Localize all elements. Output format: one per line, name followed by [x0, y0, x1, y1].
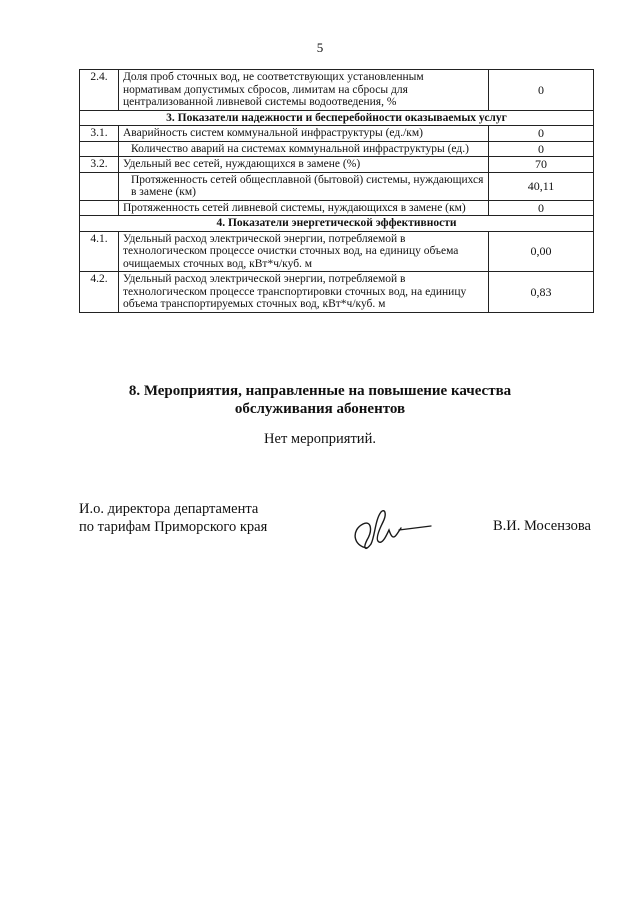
indicator-value: 40,11	[489, 172, 594, 200]
indicator-value: 0	[489, 141, 594, 157]
indicator-name: Удельный расход электрической энергии, потребляемой в технологическом процессе транспортировки сточных вод, на единицу объема транспортируемых сточных вод, кВт*ч/куб. м	[119, 272, 489, 313]
table-section-header	[80, 110, 594, 126]
indicator-name: Аварийность систем коммунальной инфраструктуры (ед./км)	[119, 126, 489, 142]
handwritten-signature	[345, 500, 435, 560]
indicator-value: 0,83	[489, 272, 594, 313]
page-number: 5	[316, 40, 324, 55]
row-number	[80, 141, 119, 157]
indicator-name: Протяженность сетей общесплавной (бытовой) системы, нуждающихся в замене (км)	[119, 172, 489, 200]
row-number: 3.2.	[80, 157, 119, 173]
indicator-name: Количество аварий на системах коммунальной инфраструктуры (ед.)	[119, 141, 489, 157]
indicators-table-body	[80, 70, 594, 313]
table-row	[80, 157, 594, 173]
section-title: 3. Показатели надежности и бесперебойности оказываемых услуг	[80, 110, 594, 126]
signer-title-line2: по тарифам Приморского края	[79, 519, 268, 535]
indicator-value: 0	[489, 70, 594, 111]
indicator-name: Протяженность сетей ливневой системы, нуждающихся в замене (км)	[119, 200, 489, 216]
indicator-value: 0	[489, 200, 594, 216]
indicator-value: 0	[489, 126, 594, 142]
table-row	[80, 231, 594, 272]
indicator-value: 70	[489, 157, 594, 173]
row-number: 3.1.	[80, 126, 119, 142]
row-number: 2.4.	[80, 70, 119, 111]
table-row	[80, 200, 594, 216]
section-8-heading-line1: 8. Мероприятия, направленные на повышение качества	[128, 383, 512, 399]
row-number	[80, 172, 119, 200]
signer-name: В.И. Мосензова	[493, 518, 591, 534]
indicator-name: Удельный вес сетей, нуждающихся в замене (%)	[119, 157, 489, 173]
table-row	[80, 272, 594, 313]
table-row	[80, 70, 594, 111]
row-number: 4.1.	[80, 231, 119, 272]
indicator-name: Доля проб сточных вод, не соответствующих установленным нормативам допустимых сбросов, лимитам на сбросы для централизованной ливневой системы водоотведения, %	[119, 70, 489, 111]
table-row	[80, 141, 594, 157]
row-number	[80, 200, 119, 216]
indicators-table	[79, 69, 594, 313]
indicator-value: 0,00	[489, 231, 594, 272]
table-section-header	[80, 216, 594, 232]
section-title: 4. Показатели энергетической эффективности	[80, 216, 594, 232]
section-8-body: Нет мероприятий.	[264, 431, 376, 447]
row-number: 4.2.	[80, 272, 119, 313]
section-8-heading-line2: обслуживания абонентов	[234, 401, 406, 417]
signer-title	[79, 500, 267, 536]
table-row	[80, 126, 594, 142]
table-row	[80, 172, 594, 200]
section-8-heading	[0, 382, 640, 418]
signer-title-line1: И.о. директора департамента	[79, 501, 259, 517]
indicator-name: Удельный расход электрической энергии, потребляемой в технологическом процессе очистки сточных вод, на единицу объема очищаемых сточных вод, кВт*ч/куб. м	[119, 231, 489, 272]
